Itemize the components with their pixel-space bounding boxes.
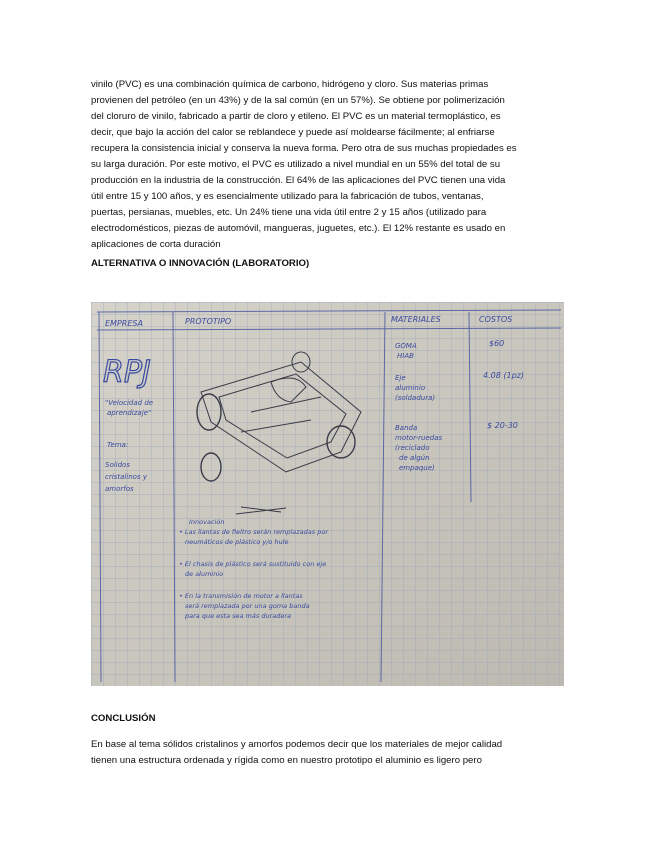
- innovation-note: • Las llantas de fieltro serán remplazadas por: [179, 528, 328, 536]
- material-item: HIAB: [397, 352, 414, 360]
- material-item: GOMA: [395, 342, 417, 350]
- innovation-note: será remplazada por una goma banda: [185, 602, 310, 610]
- material-item: de algún: [399, 454, 430, 462]
- brand-logo: RPJ: [103, 355, 151, 390]
- intro-line: vinilo (PVC) es una combinación química de carbono, hidrógeno y cloro. Sus materias primas: [91, 79, 489, 90]
- intro-line: puertas, persianas, muebles, etc. Un 24% tiene una vida útil entre 2 y 15 años (utilizado para: [91, 207, 487, 219]
- material-item: aluminio: [395, 384, 426, 392]
- company-note: amorfos: [105, 485, 134, 493]
- intro-line: electrodomésticos, piezas de automóvil, mangueras, juguetes, etc.). El 12% restante es usado en: [91, 223, 506, 235]
- innovation-note: de aluminio: [185, 570, 224, 578]
- innovation-title: Innovación: [189, 518, 225, 526]
- intro-line: su larga duración. Por este motivo, el PVC es utilizado a nivel mundial en un 55% del total de su: [91, 159, 501, 171]
- material-item: Banda: [395, 424, 418, 432]
- material-item: (reciclado: [395, 444, 430, 452]
- innovation-note: • En la transmisión de motor a llantas: [179, 592, 303, 600]
- material-item: (soldadura): [395, 394, 436, 402]
- intro-line: aplicaciones de corta duración: [91, 239, 221, 251]
- col-header-costos: COSTOS: [479, 315, 513, 324]
- cost-item: $60: [489, 339, 505, 348]
- lab-photo: [91, 302, 564, 686]
- graph-paper-sketch: [91, 302, 564, 686]
- col-header-materiales: MATERIALES: [391, 315, 441, 324]
- intro-line: útil entre 15 y 100 años, y es esencialmente utilizado para la fabricación de tubos, ventanas,: [91, 191, 484, 203]
- material-item: Eje: [395, 374, 406, 382]
- company-note: "Velocidad de: [105, 399, 154, 407]
- intro-line: decir, que bajo la acción del calor se reblandece y puede así moldearse fácilmente; al enfriarse: [91, 127, 495, 139]
- company-note: aprendizaje": [107, 409, 152, 417]
- intro-line: provienen del petróleo (en un 43%) y de la sal común (en un 57%). Se obtiene por polimerización: [91, 95, 505, 107]
- innovation-note: neumáticos de plástico y/o hule: [185, 538, 289, 546]
- section-heading-alternativa: ALTERNATIVA O INNOVACIÓN (LABORATORIO): [91, 258, 310, 269]
- material-item: motor-ruedas: [395, 434, 443, 442]
- col-header-empresa: EMPRESA: [105, 319, 143, 328]
- company-note: Solidos: [105, 461, 130, 469]
- intro-line: del cloruro de vinilo, fabricado a partir de cloro y etileno. El PVC es un material termoplástico, es: [91, 111, 501, 123]
- material-item: empaque): [399, 464, 435, 472]
- conclusion-line: tienen una estructura ordenada y rígida como en nuestro prototipo el aluminio es ligero pero: [91, 755, 482, 766]
- intro-line: recupera la consistencia inicial y conserva la nueva forma. Pero otra de sus muchas propiedades es: [91, 143, 517, 155]
- innovation-note: • El chasis de plástico será sustituido con eje: [179, 560, 327, 568]
- intro-line: producción en la industria de la construcción. El 64% de las aplicaciones del PVC tienen una vida: [91, 175, 506, 187]
- section-heading-conclusion: CONCLUSIÓN: [91, 713, 156, 724]
- col-header-prototipo: PROTOTIPO: [185, 317, 232, 326]
- cost-item: 4.08 (1pz): [483, 371, 524, 380]
- conclusion-line: En base al tema sólidos cristalinos y amorfos podemos decir que los materiales de mejor calidad: [91, 739, 503, 750]
- innovation-note: para que esta sea más duradera: [185, 612, 292, 620]
- company-note: cristalinos y: [105, 473, 147, 481]
- cost-item: $ 20-30: [487, 421, 518, 430]
- conclusion-paragraph: [91, 737, 561, 769]
- intro-paragraph: [91, 77, 561, 254]
- company-note: Tema:: [107, 441, 129, 449]
